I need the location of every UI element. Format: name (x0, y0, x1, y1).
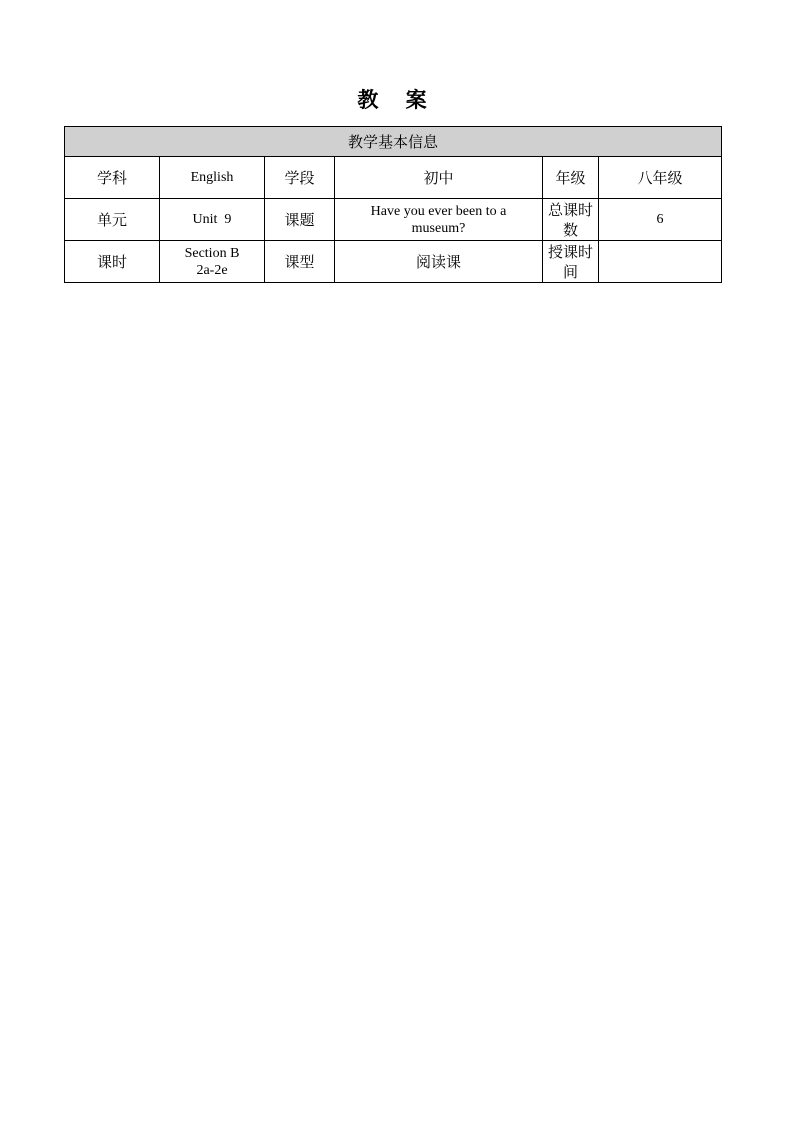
subject-label: 学科 (65, 157, 160, 199)
grade-label: 年级 (543, 157, 599, 199)
stage-value: 初中 (335, 157, 543, 199)
table-row (65, 157, 722, 199)
teaching-time-value (599, 241, 722, 283)
unit-label: 单元 (65, 199, 160, 241)
basic-info-table (64, 126, 722, 283)
table-header-row (65, 127, 722, 157)
table-header: 教学基本信息 (65, 127, 722, 157)
topic-value: Have you ever been to a museum? (335, 199, 543, 241)
page-title: 教 案 (357, 88, 437, 112)
grade-value: 八年级 (599, 157, 722, 199)
table-row (65, 199, 722, 241)
topic-label: 课题 (265, 199, 335, 241)
subject-value: English (160, 157, 265, 199)
unit-value: Unit 9 (160, 199, 265, 241)
teaching-time-label: 授课时间 (543, 241, 599, 283)
table-row (65, 241, 722, 283)
total-hours-label: 总课时数 (543, 199, 599, 241)
period-label: 课时 (65, 241, 160, 283)
lesson-type-label: 课型 (265, 241, 335, 283)
period-value: Section B 2a-2e (160, 241, 265, 283)
lesson-type-value: 阅读课 (335, 241, 543, 283)
total-hours-value: 6 (599, 199, 722, 241)
stage-label: 学段 (265, 157, 335, 199)
